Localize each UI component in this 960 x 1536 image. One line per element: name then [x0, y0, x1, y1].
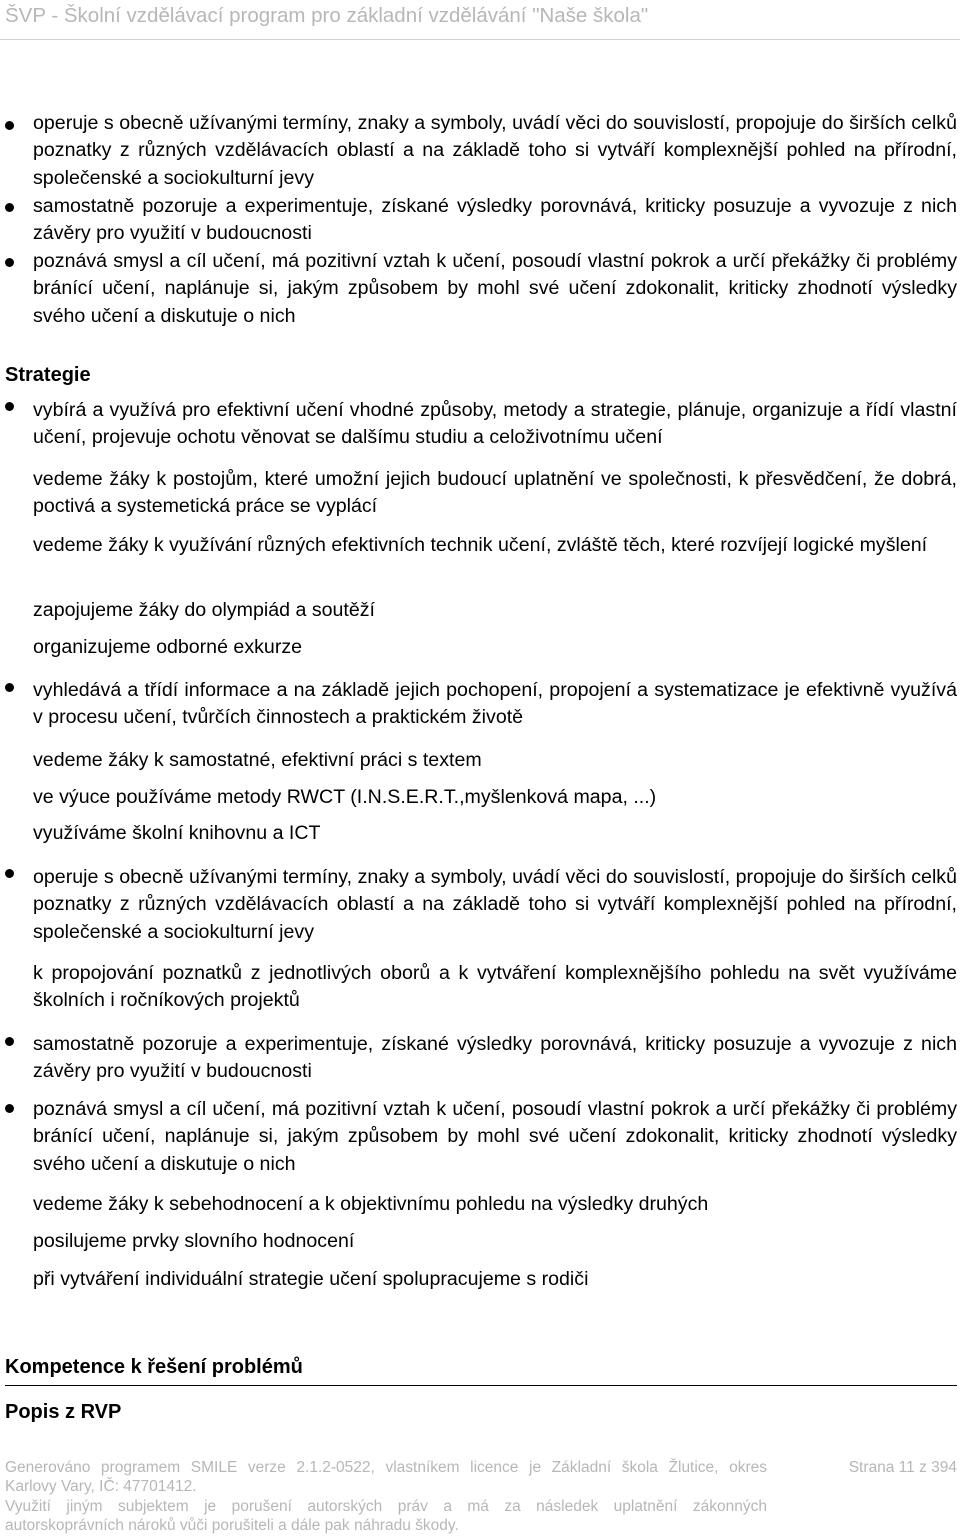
- strategy-item: vedeme žáky k využívání různých efektivních technik učení, zvláště těch, které rozvíjejí logické myšlení: [33, 534, 928, 556]
- bullet-icon: [5, 203, 14, 212]
- section-subtitle: Popis z RVP: [5, 1401, 122, 1423]
- strategy-item: využíváme školní knihovnu a ICT: [33, 822, 321, 844]
- strategy-item: při vytváření individuální strategie učení spolupracujeme s rodiči: [33, 1268, 589, 1290]
- page-number: Strana 11 z 394: [848, 1459, 957, 1476]
- competence-item: samostatně pozoruje a experimentuje, získané výsledky porovnává, kriticky posuzuje a vyvozuje z nich závěry pro využití v budoucnosti: [33, 195, 957, 245]
- competence-item: samostatně pozoruje a experimentuje, získané výsledky porovnává, kriticky posuzuje a vyvozuje z nich závěry pro využití v budoucnosti: [33, 1033, 957, 1083]
- bullet-icon: [5, 1104, 14, 1113]
- section-title: Kompetence k řešení problémů: [5, 1356, 303, 1378]
- strategie-heading: Strategie: [5, 364, 91, 386]
- competence-item: operuje s obecně užívanými termíny, znaky a symboly, uvádí věci do souvislostí, propojuje do širších celků poznatky z různých vzdělávacích oblastí a na základě toho si vytváří komplexnější pohled na přírodní, společenské a sociokulturní jevy: [33, 866, 957, 943]
- bullet-icon: [5, 402, 14, 411]
- competence-item: vyhledává a třídí informace a na základě jejich pochopení, propojení a systematizace je efektivně využívá v procesu učení, tvůrčích činnostech a praktickém životě: [33, 679, 957, 729]
- strategy-item: ve výuce používáme metody RWCT (I.N.S.E.R.T.,myšlenková mapa, ...): [33, 786, 657, 808]
- bullet-icon: [5, 258, 14, 267]
- competence-item: operuje s obecně užívanými termíny, znaky a symboly, uvádí věci do souvislostí, propojuje do širších celků poznatky z různých vzdělávacích oblastí a na základě toho si vytváří komplexnější pohled na přírodní, společenské a sociokulturní jevy: [33, 112, 957, 189]
- strategy-item: vedeme žáky k samostatné, efektivní práci s textem: [33, 749, 482, 771]
- footer-line: Karlovy Vary, IČ: 47701412.: [5, 1478, 197, 1495]
- section-divider: [5, 1385, 957, 1386]
- strategy-item: vedeme žáky k sebehodnocení a k objektivnímu pohledu na výsledky druhých: [33, 1193, 709, 1215]
- strategy-item: organizujeme odborné exkurze: [33, 636, 303, 658]
- header-divider: [0, 39, 960, 40]
- strategy-item: zapojujeme žáky do olympiád a soutěží: [33, 599, 375, 621]
- competence-item: vybírá a využívá pro efektivní učení vhodné způsoby, metody a strategie, plánuje, organizuje a řídí vlastní učení, projevuje ochotu věnovat se dalšímu studiu a celoživotnímu učení: [33, 399, 957, 449]
- document-header: ŠVP - Školní vzdělávací program pro základní vzdělávání "Naše škola": [5, 4, 649, 27]
- strategy-item: posilujeme prvky slovního hodnocení: [33, 1230, 355, 1252]
- bullet-icon: [5, 683, 14, 692]
- competence-item: poznává smysl a cíl učení, má pozitivní vztah k učení, posoudí vlastní pokrok a určí překážky či problémy bránící učení, naplánuje si, jakým způsobem by mohl své učení zdokonalit, kriticky zhodnotí výsledky svého učení a diskutuje o nich: [33, 250, 957, 327]
- competence-item: poznává smysl a cíl učení, má pozitivní vztah k učení, posoudí vlastní pokrok a určí překážky či problémy bránící učení, naplánuje si, jakým způsobem by mohl své učení zdokonalit, kriticky zhodnotí výsledky svého učení a diskutuje o nich: [33, 1098, 957, 1175]
- bullet-icon: [5, 869, 14, 878]
- bullet-icon: [5, 121, 14, 130]
- footer-line: Využití jiným subjektem je porušení autorských práv a má za následek uplatnění zákonných: [5, 1498, 767, 1515]
- strategy-item: k propojování poznatků z jednotlivých oborů a k vytváření komplexnějšího pohledu na svět využíváme školních i ročníkových projektů: [33, 962, 957, 1012]
- bullet-icon: [5, 1037, 14, 1046]
- footer-line: autorskoprávních nároků vůči porušiteli a dále pak náhradu škody.: [5, 1517, 459, 1534]
- footer-line: Generováno programem SMILE verze 2.1.2-0522, vlastníkem licence je Základní škola Žlutice, okres: [5, 1459, 767, 1476]
- strategy-item: vedeme žáky k postojům, které umožní jejich budoucí uplatnění ve společnosti, k přesvědčení, že dobrá, poctivá a systemetická práce se vyplácí: [33, 468, 957, 518]
